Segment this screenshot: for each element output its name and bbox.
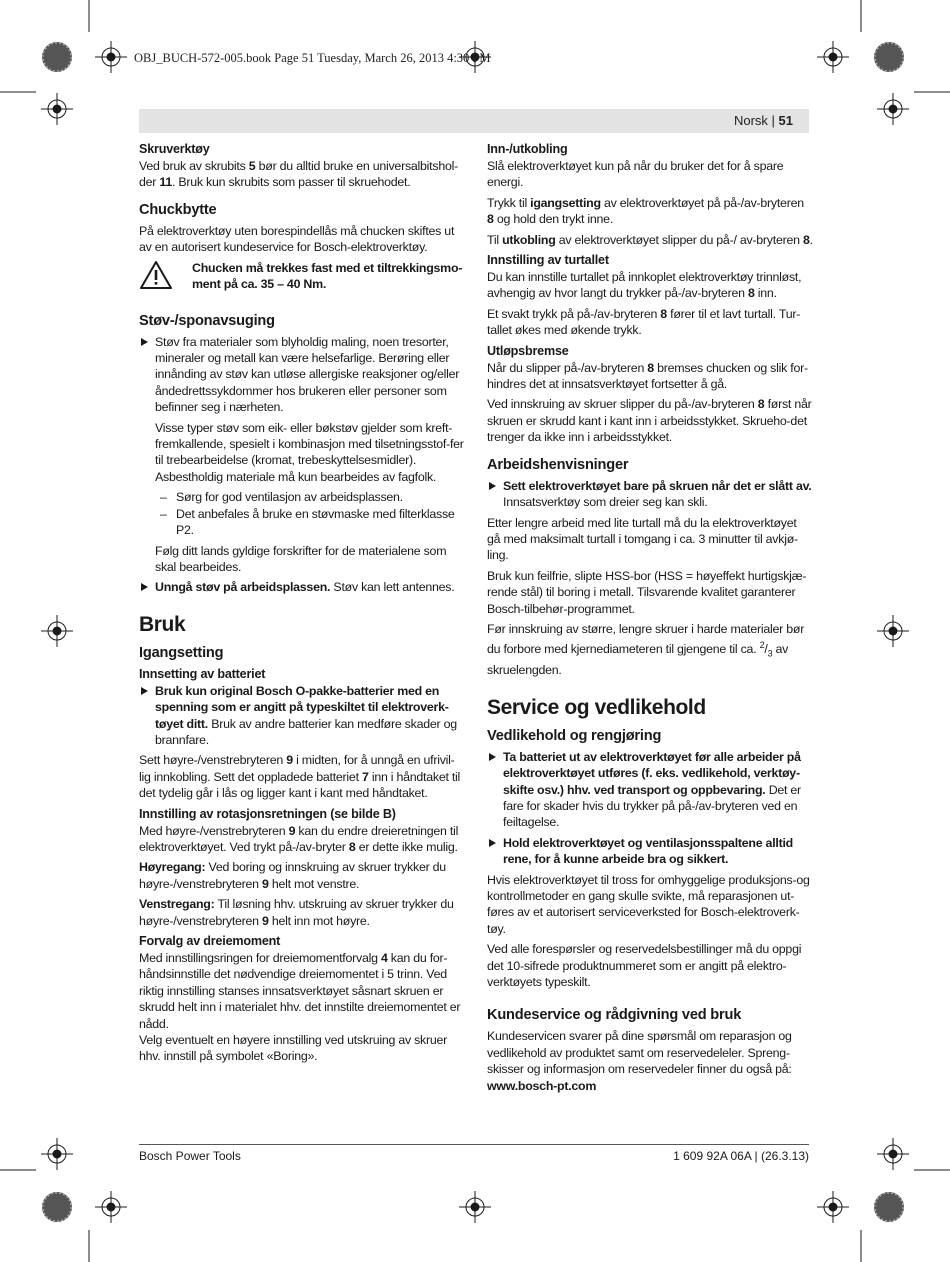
bullet-triangle-icon — [141, 687, 148, 695]
header-language: Norsk — [733, 113, 768, 128]
bullet-triangle-icon — [489, 753, 496, 761]
heading-vedlikehold: Vedlikehold og rengjøring — [487, 727, 662, 744]
warning-triangle-icon — [139, 260, 173, 290]
paragraph-hoyregang: Høyregang: Ved boring og innskruing av skruer trykker du høyre-/venstrebryteren 9 helt mot venstre. — [139, 860, 446, 891]
paragraph-innsetting: Sett høyre-/venstrebryteren 9 i midten, for å unngå en ufrivil-lig innkobling. Sett det oppladede batteriet 7 inn i håndtaket til det tydelig går i lås og ligger kant i kant med håndtaket. — [139, 753, 461, 801]
paragraph-skruverktoy: Ved bruk av skrubits 5 bør du alltid bruke en universalbitshol-der 11. Bruk kun skrubits som passer til skruehodet. — [139, 159, 458, 190]
paragraph-vedlikehold-1: Hvis elektroverktøyet til tross for omhyggelige produksjons-og kontrollmetoder en gang skulle svikte, må reparasjonen ut-føres av et autorisert serviceverksted for Bosch-elektroverk-tøy. — [487, 872, 810, 936]
header-separator: | — [767, 113, 779, 128]
paragraph-utlop-2: Ved innskruing av skruer slipper du på-/av-bryteren 8 først når skruen er skrudd kant i kant inn i arbeidsstykket. Skrueho-det trenger da ikke inn i arbeidsstykket. — [487, 397, 812, 445]
heading-utlopsbremse: Utløpsbremse — [487, 343, 569, 358]
dash-item-stovmaske: – Det anbefales å bruke en støvmaske med filterklasse P2. — [160, 506, 455, 538]
heading-arbeidshenvisninger: Arbeidshenvisninger — [487, 456, 629, 473]
warning-text: Chucken må trekkes fast med et tiltrekkingsmo-ment på ca. 35 – 40 Nm. — [192, 260, 463, 292]
heading-bruk: Bruk — [139, 612, 186, 636]
paragraph-rotasjonsretning: Med høyre-/venstrebryteren 9 kan du endre dreieretningen til elektroverktøyet. Ved trykt på-/av-bryter 8 er dette ikke mulig. — [139, 823, 459, 854]
heading-kundeservice: Kundeservice og rådgivning ved bruk — [487, 1007, 742, 1024]
paragraph-inn-3: Til utkobling av elektroverktøyet slipper du på-/ av-bryteren 8. — [487, 232, 813, 247]
heading-rotasjonsretning: Innstilling av rotasjonsretningen (se bilde B) — [139, 806, 396, 821]
left-column — [139, 141, 465, 1069]
bullet-triangle-icon — [489, 482, 496, 490]
bullet-arbeid: Sett elektroverktøyet bare på skruen når det er slått av. Innsatsverktøy som dreier seg kan skli. — [487, 478, 813, 511]
bullet-vedlikehold-1: Ta batteriet ut av elektroverktøyet før alle arbeider på elektroverktøyet utføres (f. eks. vedlikehold, verktøy-skifte osv.) hhv. ved transport og oppbevaring. Det er fare for skader hvis du trykker på på-/av-bryteren ved en feiltagelse. — [487, 749, 813, 831]
heading-stovavsuging: Støv-/sponavsuging — [139, 312, 275, 329]
paragraph-kundeservice: Kundeservicen svarer på dine spørsmål om reparasjon og vedlikehold av produktet samt om reservedeleler. Spreng-skisser og informasjon om reservedeler finner du også på: www.bosch-pt.com — [487, 1029, 792, 1093]
paragraph-inn-1: Slå elektroverktøyet kun på når du bruker det for å spare energi. — [487, 159, 784, 190]
paragraph-stov-2: Visse typer støv som eik- eller bøkstøv gjelder som kreft-fremkallende, spesielt i kombinasjon med tilsetningsstof-fer til trebearbeidelse (kromat, trebeskyttelsesmidler). Asbestholdig materiale må kun bearbeides av fagfolk. — [155, 420, 464, 484]
bullet-vedlikehold-2: Hold elektroverktøyet og ventilasjonsspaltene alltid rene, for å kunne arbeide bra og sikkert. — [487, 835, 813, 868]
heading-skruverktoy: Skruverktøy — [139, 142, 210, 156]
bullet-triangle-icon — [141, 583, 148, 591]
heading-innsetting-batteriet: Innsetting av batteriet — [139, 666, 266, 681]
print-info-line: OBJ_BUCH-572-005.book Page 51 Tuesday, March 26, 2013 4:30 PM — [134, 51, 491, 65]
paragraph-turtall-1: Du kan innstille turtallet på innkoplet elektroverktøy trinnløst, avhengig av hvor langt du trykker på-/av-bryteren 8 inn. — [487, 270, 802, 301]
heading-service: Service og vedlikehold — [487, 695, 706, 719]
paragraph-arbeid-1: Etter lengre arbeid med lite turtall må du la elektroverktøyet gå med maksimalt turtall i tomgang i ca. 3 minutter til avkjø-ling. — [487, 515, 798, 563]
footer-doc-number: 1 609 92A 06A | (26.3.13) — [673, 1149, 809, 1163]
heading-igangsetting: Igangsetting — [139, 644, 224, 661]
website-link[interactable]: www.bosch-pt.com — [487, 1078, 597, 1093]
paragraph-chuckbytte: På elektroverktøy uten borespindellås må chucken skiftes ut av en autorisert kundeservice for Bosch-elektroverktøy. — [139, 223, 455, 255]
paragraph-venstregang: Venstregang: Til løsning hhv. utskruing av skruer trykker du høyre-/venstrebryteren 9 helt inn mot høyre. — [139, 897, 454, 928]
heading-turtall: Innstilling av turtallet — [487, 253, 609, 268]
paragraph-vedlikehold-2: Ved alle forespørsler og reservedelsbestillinger må du oppgi det 10-sifrede produktnummeret som er angitt på elektro-verktøyets typeskilt. — [487, 942, 802, 990]
heading-forvalg-dreiemoment: Forvalg av dreiemoment — [139, 934, 281, 948]
paragraph-arbeid-3: Før innskruing av større, lengre skruer i harde materialer bør du forbore med kjernediameteren til gjengene til ca. $^2/_3$ av skruelengden. — [487, 621, 805, 678]
paragraph-arbeid-2: Bruk kun feilfrie, slipte HSS-bor (HSS = høyeffekt hurtigskjæ-rende stål) til boring i metall. Tilsvarende kvalitet garanterer Bosch-tilbehør-programmet. — [487, 568, 807, 616]
bullet-triangle-icon — [489, 839, 496, 847]
bullet-stov-2: Unngå støv på arbeidsplassen. Støv kan lett antennes. — [139, 579, 465, 595]
bullet-batteri: Bruk kun original Bosch O-pakke-batterier med en spenning som er angitt på typeskiltet til elektroverk-tøyet ditt. Bruk av andre batterier kan medføre skader og brannfare. — [139, 683, 465, 749]
bullet-triangle-icon — [141, 338, 148, 346]
paragraph-utlop-1: Når du slipper på-/av-bryteren 8 bremses chucken og slik for-hindres det at innsatsverktøyet fortsetter å gå. — [487, 360, 808, 392]
header-page-number: 51 — [778, 113, 793, 128]
heading-chuckbytte: Chuckbytte — [139, 201, 217, 218]
paragraph-inn-2: Trykk til igangsetting av elektroverktøyet på på-/av-bryteren 8 og hold den trykt inne. — [487, 195, 804, 227]
right-column — [487, 141, 813, 1098]
page-header — [734, 113, 793, 128]
paragraph-turtall-2: Et svakt trykk på på-/av-bryteren 8 fører til et lavt turtall. Tur-tallet økes med økende trykk. — [487, 306, 801, 338]
bullet-stov-1: Støv fra materialer som blyholdig maling, noen tresorter, mineraler og metall kan være helsefarlige. Berøring eller innånding av støv kan utløse allergiske reaksjoner og/eller åndedrettssykdommer hos brukeren eller personer som befinner seg i nærheten. — [139, 334, 465, 416]
footer-brand: Bosch Power Tools — [139, 1149, 241, 1163]
dash-item-ventilasjon: – Sørg for god ventilasjon av arbeidsplassen. — [160, 490, 403, 505]
paragraph-forvalg-2: Velg eventuelt en høyere innstilling ved utskruing av skruer hhv. innstill på symbolet «Boring». — [139, 1033, 448, 1064]
heading-inn-utkobling: Inn-/utkobling — [487, 142, 568, 156]
page-header-bar — [139, 109, 809, 133]
paragraph-stov-3: Følg ditt lands gyldige forskrifter for de materialene som skal bearbeides. — [155, 543, 447, 574]
warning-note — [139, 260, 465, 296]
paragraph-forvalg-1: Med innstillingsringen for dreiemomentforvalg 4 kan du for-håndsinnstille det nødvendige dreiemomentet i 5 trinn. Ved riktig innstilling stanses innsatsverktøyet såsnart skruen er skrudd helt inn i materialet hhv. det innstilte dreiemomentet er nådd. — [139, 951, 461, 1031]
footer-rule — [139, 1144, 809, 1145]
